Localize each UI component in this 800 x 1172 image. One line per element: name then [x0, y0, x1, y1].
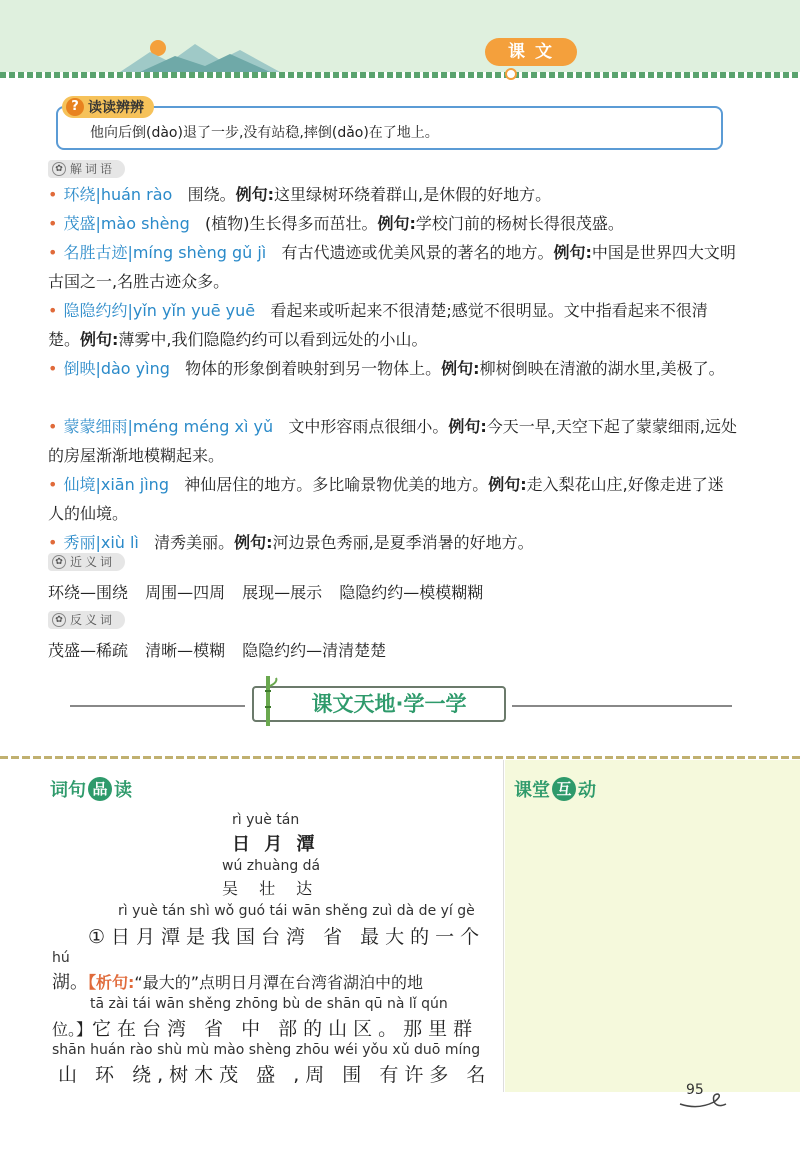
note-label: 【析句:	[88, 973, 135, 992]
bamboo-icon	[258, 676, 278, 726]
vocab-word: 名胜古迹	[63, 243, 128, 262]
line2-text	[52, 968, 423, 994]
example-label: 例句:	[377, 214, 416, 233]
left-title-post: 读	[114, 780, 132, 801]
vocab-example: 这里绿树环绕着群山,是休假的好地方。	[274, 185, 552, 204]
example-label: 例句:	[448, 417, 487, 436]
vocab-item: • 名胜古迹|míng shèng gǔ jì 有古代遗迹或优美风景的著名的地方。例句:中国是世界四大文明古国之一,名胜古迹众多。	[48, 243, 736, 291]
leaf-icon: ✿	[52, 613, 66, 627]
line1-pinyin: rì yuè tán shì wǒ guó tái wān shěng zuì dà de yí gè	[118, 903, 475, 919]
vocab-word: 隐隐约约	[63, 301, 128, 320]
vocab-item: • 环绕|huán rào 围绕。例句:这里绿树环绕着群山,是休假的好地方。	[48, 185, 552, 204]
vocab-pinyin: huán rào	[100, 185, 173, 204]
bullet-icon: •	[48, 243, 58, 262]
vocab-example: 薄雾中,我们隐隐约约可以看到远处的小山。	[118, 330, 428, 349]
example-label: 例句:	[234, 533, 273, 552]
vocab-example: 走入梨花山庄,好像走进了迷人的仙境。	[48, 475, 724, 523]
panel-divider	[503, 760, 504, 1092]
author-name: 吴 壮 达	[222, 879, 321, 898]
line2-hanzi: 湖。	[52, 972, 88, 993]
section-banner: 课文天地·学一学	[252, 686, 506, 722]
vocab-item: • 倒映|dào yìng 物体的形象倒着映射到另一物体上。例句:柳树倒映在清澈的湖水里,美极了。	[48, 359, 725, 378]
vocab-pinyin: mào shèng	[100, 214, 190, 233]
class-interaction-panel	[505, 760, 800, 1092]
page-number: 95	[686, 1082, 704, 1098]
vocab-pinyin: míng shèng gǔ jì	[132, 243, 267, 262]
vocab-list	[48, 180, 738, 557]
author-pinyin: wú zhuàng dá	[222, 858, 321, 874]
read-distinguish-label	[62, 96, 154, 118]
synonym-pairs: 环绕—围绕 周围—四周 展现—展示 隐隐约约—模模糊糊	[48, 583, 484, 602]
vocab-example: 河边景色秀丽,是夏季消暑的好地方。	[272, 533, 534, 552]
synonym-tag-label: 近义词	[70, 555, 116, 569]
vocab-def: (植物)生长得多而茁壮。	[205, 214, 378, 233]
right-panel-title	[514, 776, 596, 802]
right-title-circle: 互	[552, 777, 576, 801]
read-distinguish-sentence: 他向后倒(dào)退了一步,没有站稳,摔倒(dǎo)在了地上。	[90, 125, 439, 141]
bullet-icon: •	[48, 417, 58, 436]
bullet-icon: •	[48, 185, 58, 204]
line2-pinyin: hú	[52, 950, 70, 966]
vocab-example: 中国是世界四大文明古国之一,名胜古迹众多。	[48, 243, 736, 291]
vocab-word: 茂盛	[63, 214, 96, 233]
vocab-word: 仙境	[63, 475, 96, 494]
vocab-tag-label: 解词语	[70, 162, 116, 176]
vocab-example: 柳树倒映在清澈的湖水里,美极了。	[479, 359, 725, 378]
vocab-item: • 秀丽|xiù lì 清秀美丽。例句:河边景色秀丽,是夏季消暑的好地方。	[48, 533, 534, 552]
note-text: “最大的”点明日月潭在台湾省湖泊中的地	[134, 973, 423, 992]
vocab-def: 清秀美丽。	[154, 533, 235, 552]
vocab-pinyin: xiān jìng	[100, 475, 169, 494]
read-distinguish-title: 读读辨辨	[88, 100, 144, 116]
synonym-tag	[48, 553, 125, 571]
header-band	[0, 0, 800, 75]
example-label: 例句:	[488, 475, 527, 494]
left-title-circle: 品	[88, 777, 112, 801]
vocab-example: 今天一早,天空下起了蒙蒙细雨,远处的房屋渐渐地模糊起来。	[48, 417, 737, 465]
vocab-word: 环绕	[63, 185, 96, 204]
vocab-pinyin: yǐn yǐn yuē yuē	[132, 301, 256, 320]
mountain-decoration-icon	[120, 30, 280, 72]
line3-pinyin: tā zài tái wān shěng zhōng bù de shān qū nà lǐ qún	[90, 996, 448, 1012]
right-title-post: 动	[578, 780, 596, 801]
note-end: 位。】	[52, 1020, 93, 1039]
line1-hanzi: 日月潭是我国台湾 省 最大的一个	[111, 926, 486, 948]
vocab-def: 看起来或听起来不很清楚;感觉不很明显。文中指看起来不很清楚。	[48, 301, 708, 349]
line3-text	[52, 1014, 478, 1041]
bullet-icon: •	[48, 533, 58, 552]
vocab-item: • 仙境|xiān jìng 神仙居住的地方。多比喻景物优美的地方。例句:走入梨花山庄,好像走进了迷人的仙境。	[48, 475, 724, 523]
line1-text	[88, 922, 485, 949]
vocab-word: 倒映	[63, 359, 96, 378]
right-title-pre: 课堂	[514, 780, 550, 801]
banner-line-right	[512, 705, 732, 707]
vocab-def: 有古代遗迹或优美风景的著名的地方。	[281, 243, 554, 262]
line4-text: 山 环 绕,树木茂 盛 ,周 围 有许多 名	[58, 1064, 492, 1086]
example-label: 例句:	[235, 185, 275, 204]
example-label: 例句:	[441, 359, 480, 378]
vocab-word: 蒙蒙细雨	[63, 417, 128, 436]
vocab-item: • 茂盛|mào shèng (植物)生长得多而茁壮。例句:学校门前的杨树长得很茂盛。	[48, 214, 624, 233]
vocab-tag	[48, 160, 125, 178]
line4-pinyin: shān huán rào shù mù mào shèng zhōu wéi yǒu xǔ duō míng	[52, 1042, 481, 1058]
leaf-icon: ✿	[52, 162, 66, 176]
antonym-tag	[48, 611, 125, 629]
swirl-icon	[678, 1092, 728, 1112]
lesson-tab: 课文	[485, 38, 577, 66]
example-label: 例句:	[80, 330, 119, 349]
vocab-pinyin: méng méng xì yǔ	[132, 417, 274, 436]
vocab-def: 围绕。	[187, 185, 236, 204]
vocab-def: 神仙居住的地方。多比喻景物优美的地方。	[184, 475, 489, 494]
left-panel-title	[50, 776, 132, 802]
example-label: 例句:	[553, 243, 592, 262]
leaf-icon: ✿	[52, 555, 66, 569]
vocab-def: 文中形容雨点很细小。	[288, 417, 449, 436]
vocab-word: 秀丽	[63, 533, 96, 552]
question-icon: ?	[66, 98, 84, 116]
antonym-pairs: 茂盛—稀疏 清晰—模糊 隐隐约约—清清楚楚	[48, 641, 387, 660]
bullet-icon: •	[48, 214, 58, 233]
vocab-item: • 蒙蒙细雨|méng méng xì yǔ 文中形容雨点很细小。例句:今天一早,天空下起了蒙蒙细雨,远处的房屋渐渐地模糊起来。	[48, 417, 737, 465]
vocab-pinyin: xiù lì	[100, 533, 139, 552]
section-rule	[0, 756, 800, 759]
left-title-pre: 词句	[50, 780, 86, 801]
header-rule	[0, 72, 800, 78]
paragraph-number: ①	[88, 926, 112, 948]
bullet-icon: •	[48, 301, 58, 320]
banner-line-left	[70, 705, 245, 707]
vocab-example: 学校门前的杨树长得很茂盛。	[415, 214, 624, 233]
vocab-pinyin: dào yìng	[100, 359, 170, 378]
vocab-item: • 隐隐约约|yǐn yǐn yuē yuē 看起来或听起来不很清楚;感觉不很明显。文中指看起来不很清楚。例句:薄雾中,我们隐隐约约可以看到远处的小山。	[48, 301, 708, 349]
tab-dot-icon	[505, 68, 517, 80]
antonym-tag-label: 反义词	[70, 613, 116, 627]
title-pinyin: rì yuè tán	[232, 812, 300, 828]
bullet-icon: •	[48, 475, 58, 494]
line3-hanzi: 它在台湾 省 中 部的山区。那里群	[92, 1018, 479, 1040]
lesson-title: 日 月 潭	[232, 834, 319, 855]
bullet-icon: •	[48, 359, 58, 378]
vocab-def: 物体的形象倒着映射到另一物体上。	[185, 359, 442, 378]
